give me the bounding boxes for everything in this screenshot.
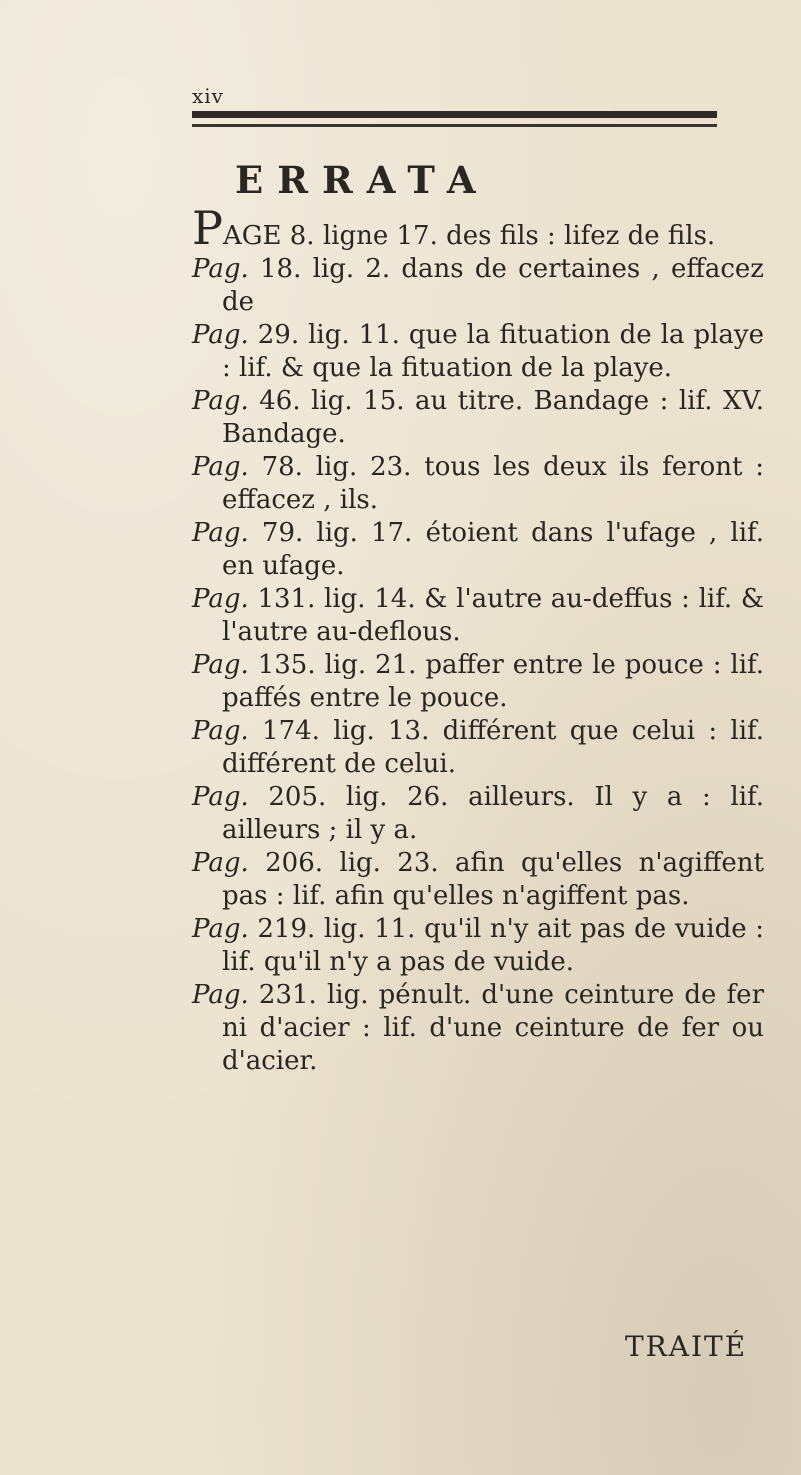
- errata-entry-6: [192, 517, 764, 583]
- entry-lead: Pag.: [192, 650, 249, 680]
- entry-text: 131. lig. 14. & l'autre au-deffus : lif. & l'autre au-deflous.: [222, 584, 764, 647]
- errata-entry-13: [192, 979, 764, 1078]
- entry-text: 79. lig. 17. étoient dans l'ufage , lif. en ufage.: [222, 518, 764, 581]
- entry-lead: Pag.: [192, 386, 249, 416]
- header-rule-thin: [192, 124, 717, 127]
- errata-entry-9: [192, 715, 764, 781]
- errata-entry-12: [192, 913, 764, 979]
- header-rule-thick: [192, 111, 717, 118]
- entry-lead: Pag.: [192, 518, 249, 548]
- entry-lead: Pag.: [192, 254, 249, 284]
- errata-entry-4: [192, 385, 764, 451]
- errata-list: [192, 201, 765, 1078]
- entry-lead: Pag.: [192, 452, 249, 482]
- entry-text: 231. lig. pénult. d'une ceinture de fer ni d'acier : lif. d'une ceinture de fer ou d'acier.: [222, 980, 764, 1076]
- errata-title: ERRATA: [235, 158, 490, 202]
- entry-text: 18. lig. 2. dans de certaines , effacez de: [222, 254, 765, 317]
- entry-lead: Pag.: [192, 848, 249, 878]
- entry-text: 78. lig. 23. tous les deux ils feront : effacez , ils.: [222, 452, 765, 515]
- entry-text: 135. lig. 21. paffer entre le pouce : lif. paffés entre le pouce.: [222, 650, 764, 713]
- entry-text: 205. lig. 26. ailleurs. Il y a : lif. ailleurs ; il y a.: [222, 782, 765, 845]
- errata-entry-1: [192, 201, 764, 255]
- entry-text: 219. lig. 11. qu'il n'y ait pas de vuide : lif. qu'il n'y a pas de vuide.: [222, 914, 764, 977]
- entry-lead: Pag.: [192, 584, 249, 614]
- entry-text: 46. lig. 15. au titre. Bandage : lif. XV. Bandage.: [222, 386, 765, 449]
- drop-cap: P: [192, 201, 223, 255]
- catchword: TRAITÉ: [625, 1330, 748, 1363]
- entry-lead: Pag.: [192, 782, 249, 812]
- errata-entry-7: [192, 583, 764, 649]
- entry-text: 29. lig. 11. que la fituation de la playe : lif. & que la fituation de la playe.: [222, 320, 764, 383]
- errata-entry-2: [192, 253, 764, 319]
- entry-lead: Pag.: [192, 320, 249, 350]
- entry-lead: Pag.: [192, 980, 249, 1010]
- entry-lead: Pag.: [192, 914, 249, 944]
- entry-text: AGE 8. ligne 17. des fils : lifez de fils.: [222, 221, 716, 251]
- errata-entry-5: [192, 451, 764, 517]
- errata-entry-10: [192, 781, 764, 847]
- entry-lead: Pag.: [192, 716, 249, 746]
- errata-entry-8: [192, 649, 764, 715]
- page-number: xiv: [192, 84, 224, 108]
- errata-entry-11: [192, 847, 764, 913]
- errata-entry-3: [192, 319, 764, 385]
- entry-text: 174. lig. 13. différent que celui : lif. différent de celui.: [222, 716, 764, 779]
- entry-text: 206. lig. 23. afin qu'elles n'agiffent pas : lif. afin qu'elles n'agiffent pas.: [222, 848, 764, 911]
